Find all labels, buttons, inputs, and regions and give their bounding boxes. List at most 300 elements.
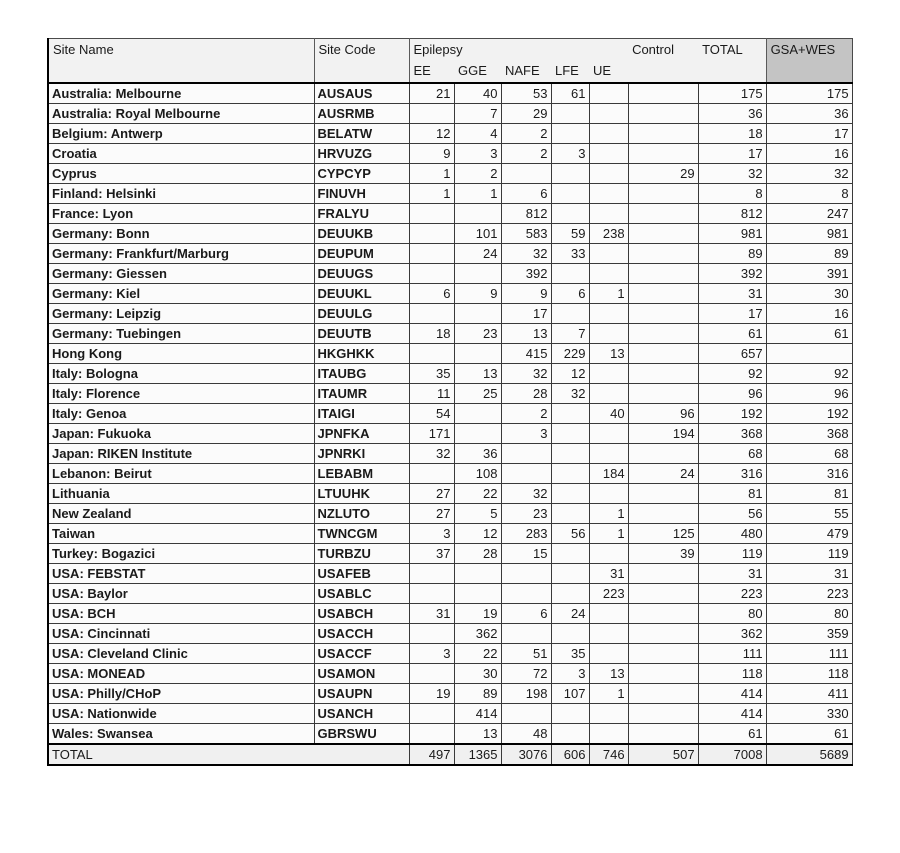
ue-cell: 238 [589, 224, 628, 244]
site-code-cell: ITAUMR [314, 384, 409, 404]
gge-cell: 7 [454, 104, 501, 124]
total-gsa-wes-cell: 5689 [766, 744, 852, 765]
ue-cell [589, 544, 628, 564]
ue-cell: 1 [589, 504, 628, 524]
gge-cell: 414 [454, 704, 501, 724]
nafe-cell: 51 [501, 644, 551, 664]
total-cell: 111 [698, 644, 766, 664]
lfe-cell: 35 [551, 644, 589, 664]
table-row [48, 104, 852, 124]
site-code-cell: DEUUTB [314, 324, 409, 344]
site-name-cell: Italy: Bologna [48, 364, 314, 384]
lfe-cell: 56 [551, 524, 589, 544]
gge-cell: 4 [454, 124, 501, 144]
total-cell: 80 [698, 604, 766, 624]
gsa-wes-cell: 391 [766, 264, 852, 284]
site-code-cell: USACCF [314, 644, 409, 664]
gsa-wes-cell: 479 [766, 524, 852, 544]
total-gge-cell: 1365 [454, 744, 501, 765]
total-cell: 414 [698, 704, 766, 724]
lfe-cell: 7 [551, 324, 589, 344]
site-code-cell: BELATW [314, 124, 409, 144]
site-name-cell: Germany: Frankfurt/Marburg [48, 244, 314, 264]
control-cell [628, 664, 698, 684]
total-cell: 316 [698, 464, 766, 484]
site-name-cell: Wales: Swansea [48, 724, 314, 745]
site-code-cell: DEUUGS [314, 264, 409, 284]
ue-cell: 31 [589, 564, 628, 584]
nafe-cell: 13 [501, 324, 551, 344]
table-row [48, 724, 852, 745]
site-name-cell: Hong Kong [48, 344, 314, 364]
lfe-cell: 59 [551, 224, 589, 244]
site-name-cell: Australia: Royal Melbourne [48, 104, 314, 124]
control-cell [628, 244, 698, 264]
gsa-wes-cell: 32 [766, 164, 852, 184]
gsa-wes-cell: 16 [766, 144, 852, 164]
lfe-cell: 229 [551, 344, 589, 364]
total-cell: 223 [698, 584, 766, 604]
total-cell: 118 [698, 664, 766, 684]
site-code-cell: USAUPN [314, 684, 409, 704]
gge-cell: 3 [454, 144, 501, 164]
gge-cell: 40 [454, 83, 501, 104]
site-name-cell: USA: Nationwide [48, 704, 314, 724]
control-cell [628, 584, 698, 604]
site-name-cell: Germany: Bonn [48, 224, 314, 244]
gge-cell: 28 [454, 544, 501, 564]
control-cell [628, 724, 698, 745]
site-code-cell: HRVUZG [314, 144, 409, 164]
total-cell: 92 [698, 364, 766, 384]
table-row [48, 664, 852, 684]
ee-cell: 3 [409, 524, 454, 544]
ee-cell: 19 [409, 684, 454, 704]
site-code-cell: USABLC [314, 584, 409, 604]
column-header-ue: UE [589, 63, 628, 83]
column-header-nafe: NAFE [501, 63, 551, 83]
lfe-cell [551, 204, 589, 224]
gge-cell: 101 [454, 224, 501, 244]
total-row-label: TOTAL [48, 744, 409, 765]
control-cell [628, 444, 698, 464]
ee-cell [409, 204, 454, 224]
ue-cell: 184 [589, 464, 628, 484]
site-name-cell: Italy: Florence [48, 384, 314, 404]
table-row [48, 384, 852, 404]
table-row [48, 144, 852, 164]
site-code-cell: USACCH [314, 624, 409, 644]
lfe-cell [551, 724, 589, 745]
ee-cell: 171 [409, 424, 454, 444]
gsa-wes-cell: 55 [766, 504, 852, 524]
nafe-cell: 32 [501, 364, 551, 384]
control-cell [628, 83, 698, 104]
nafe-cell: 2 [501, 404, 551, 424]
column-header-total: TOTAL [698, 39, 766, 84]
site-name-cell: USA: FEBSTAT [48, 564, 314, 584]
ee-cell: 27 [409, 504, 454, 524]
nafe-cell [501, 444, 551, 464]
table-row [48, 704, 852, 724]
ue-cell [589, 104, 628, 124]
site-code-cell: AUSAUS [314, 83, 409, 104]
ee-cell [409, 564, 454, 584]
gge-cell: 19 [454, 604, 501, 624]
nafe-cell: 6 [501, 604, 551, 624]
ue-cell [589, 184, 628, 204]
nafe-cell: 15 [501, 544, 551, 564]
gsa-wes-cell: 247 [766, 204, 852, 224]
site-code-cell: DEUUKL [314, 284, 409, 304]
nafe-cell: 23 [501, 504, 551, 524]
lfe-cell: 32 [551, 384, 589, 404]
total-ue-cell: 746 [589, 744, 628, 765]
ee-cell: 27 [409, 484, 454, 504]
table-row [48, 564, 852, 584]
gsa-wes-cell: 8 [766, 184, 852, 204]
nafe-cell: 72 [501, 664, 551, 684]
table-row [48, 404, 852, 424]
lfe-cell [551, 584, 589, 604]
ue-cell [589, 484, 628, 504]
gsa-wes-cell: 192 [766, 404, 852, 424]
table-row [48, 184, 852, 204]
ee-cell [409, 664, 454, 684]
nafe-cell: 32 [501, 244, 551, 264]
total-cell: 368 [698, 424, 766, 444]
gsa-wes-cell: 61 [766, 324, 852, 344]
gsa-wes-cell: 30 [766, 284, 852, 304]
table-row [48, 424, 852, 444]
table-header [48, 39, 852, 84]
site-code-cell: ITAIGI [314, 404, 409, 424]
table-row [48, 83, 852, 104]
lfe-cell: 12 [551, 364, 589, 384]
gge-cell: 25 [454, 384, 501, 404]
lfe-cell: 33 [551, 244, 589, 264]
gsa-wes-cell: 111 [766, 644, 852, 664]
control-cell [628, 624, 698, 644]
ee-cell: 54 [409, 404, 454, 424]
gsa-wes-cell: 36 [766, 104, 852, 124]
site-name-cell: Cyprus [48, 164, 314, 184]
gge-cell: 9 [454, 284, 501, 304]
table-row [48, 124, 852, 144]
gge-cell: 5 [454, 504, 501, 524]
ue-cell: 40 [589, 404, 628, 424]
nafe-cell: 812 [501, 204, 551, 224]
ee-cell: 32 [409, 444, 454, 464]
ue-cell [589, 364, 628, 384]
control-cell [628, 124, 698, 144]
nafe-cell: 583 [501, 224, 551, 244]
total-cell: 31 [698, 284, 766, 304]
ue-cell [589, 124, 628, 144]
lfe-cell [551, 464, 589, 484]
lfe-cell [551, 484, 589, 504]
site-name-cell: Belgium: Antwerp [48, 124, 314, 144]
site-name-cell: Croatia [48, 144, 314, 164]
site-code-cell: USABCH [314, 604, 409, 624]
lfe-cell [551, 624, 589, 644]
control-cell [628, 304, 698, 324]
gsa-wes-cell: 92 [766, 364, 852, 384]
control-cell: 194 [628, 424, 698, 444]
ee-cell [409, 304, 454, 324]
nafe-cell: 29 [501, 104, 551, 124]
total-cell: 61 [698, 324, 766, 344]
ee-cell [409, 624, 454, 644]
gge-cell: 89 [454, 684, 501, 704]
lfe-cell: 6 [551, 284, 589, 304]
gsa-wes-cell: 981 [766, 224, 852, 244]
total-cell: 61 [698, 724, 766, 745]
column-header-ee: EE [409, 63, 454, 83]
site-code-cell: AUSRMB [314, 104, 409, 124]
lfe-cell: 3 [551, 144, 589, 164]
gge-cell [454, 264, 501, 284]
total-cell: 89 [698, 244, 766, 264]
ee-cell [409, 704, 454, 724]
site-code-cell: LEBABM [314, 464, 409, 484]
gsa-wes-cell: 80 [766, 604, 852, 624]
control-cell [628, 344, 698, 364]
ee-cell [409, 724, 454, 745]
gge-cell [454, 584, 501, 604]
table-row [48, 164, 852, 184]
total-cell: 119 [698, 544, 766, 564]
lfe-cell [551, 424, 589, 444]
total-cell: 192 [698, 404, 766, 424]
nafe-cell: 2 [501, 144, 551, 164]
ue-cell [589, 204, 628, 224]
lfe-cell [551, 404, 589, 424]
ue-cell [589, 424, 628, 444]
ue-cell: 1 [589, 684, 628, 704]
site-code-cell: TURBZU [314, 544, 409, 564]
control-cell [628, 324, 698, 344]
lfe-cell: 24 [551, 604, 589, 624]
gge-cell: 13 [454, 364, 501, 384]
site-code-cell: GBRSWU [314, 724, 409, 745]
site-code-cell: USANCH [314, 704, 409, 724]
gsa-wes-cell: 119 [766, 544, 852, 564]
gge-cell [454, 424, 501, 444]
total-cell: 17 [698, 304, 766, 324]
total-cell: 981 [698, 224, 766, 244]
ue-cell [589, 604, 628, 624]
gsa-wes-cell: 89 [766, 244, 852, 264]
site-code-cell: HKGHKK [314, 344, 409, 364]
site-name-cell: Australia: Melbourne [48, 83, 314, 104]
ee-cell [409, 264, 454, 284]
lfe-cell [551, 304, 589, 324]
gsa-wes-cell: 31 [766, 564, 852, 584]
ue-cell: 1 [589, 284, 628, 304]
nafe-cell: 392 [501, 264, 551, 284]
site-code-cell: ITAUBG [314, 364, 409, 384]
site-name-cell: USA: BCH [48, 604, 314, 624]
ee-cell: 1 [409, 184, 454, 204]
ee-cell: 6 [409, 284, 454, 304]
gge-cell: 362 [454, 624, 501, 644]
lfe-cell [551, 264, 589, 284]
column-header-site-code: Site Code [314, 39, 409, 84]
table-row [48, 604, 852, 624]
nafe-cell: 48 [501, 724, 551, 745]
lfe-cell [551, 444, 589, 464]
ee-cell [409, 344, 454, 364]
lfe-cell [551, 104, 589, 124]
lfe-cell: 107 [551, 684, 589, 704]
site-code-cell: FRALYU [314, 204, 409, 224]
site-name-cell: Turkey: Bogazici [48, 544, 314, 564]
total-cell: 175 [698, 83, 766, 104]
table-row [48, 644, 852, 664]
nafe-cell: 2 [501, 124, 551, 144]
table-row [48, 304, 852, 324]
ee-cell [409, 584, 454, 604]
total-cell: 362 [698, 624, 766, 644]
control-cell [628, 144, 698, 164]
table-row [48, 224, 852, 244]
table-footer [48, 744, 852, 765]
total-cell: 31 [698, 564, 766, 584]
control-cell [628, 364, 698, 384]
control-cell [628, 184, 698, 204]
control-cell [628, 604, 698, 624]
table-row [48, 524, 852, 544]
gsa-wes-cell: 81 [766, 484, 852, 504]
gge-cell: 2 [454, 164, 501, 184]
table-row [48, 324, 852, 344]
site-code-cell: DEUPUM [314, 244, 409, 264]
nafe-cell: 3 [501, 424, 551, 444]
nafe-cell [501, 464, 551, 484]
site-name-cell: Lithuania [48, 484, 314, 504]
site-code-cell: CYPCYP [314, 164, 409, 184]
header-row-main [48, 39, 852, 64]
ue-cell [589, 324, 628, 344]
total-cell: 32 [698, 164, 766, 184]
control-cell [628, 504, 698, 524]
table-row [48, 264, 852, 284]
site-code-cell: DEUULG [314, 304, 409, 324]
ue-cell [589, 264, 628, 284]
ue-cell: 223 [589, 584, 628, 604]
site-code-cell: USAMON [314, 664, 409, 684]
lfe-cell [551, 504, 589, 524]
table-row [48, 344, 852, 364]
control-cell: 29 [628, 164, 698, 184]
site-name-cell: France: Lyon [48, 204, 314, 224]
column-header-control: Control [628, 39, 698, 84]
ee-cell: 9 [409, 144, 454, 164]
total-cell: 392 [698, 264, 766, 284]
gsa-wes-cell: 17 [766, 124, 852, 144]
ee-cell: 3 [409, 644, 454, 664]
lfe-cell: 3 [551, 664, 589, 684]
control-cell [628, 204, 698, 224]
control-cell [628, 704, 698, 724]
column-header-gsa-wes: GSA+WES [766, 39, 852, 84]
lfe-cell: 61 [551, 83, 589, 104]
total-row [48, 744, 852, 765]
gge-cell: 23 [454, 324, 501, 344]
site-code-cell: JPNFKA [314, 424, 409, 444]
gge-cell: 22 [454, 484, 501, 504]
total-lfe-cell: 606 [551, 744, 589, 765]
site-name-cell: Germany: Kiel [48, 284, 314, 304]
gsa-wes-cell: 175 [766, 83, 852, 104]
enrollment-table-container [47, 38, 851, 766]
total-cell: 17 [698, 144, 766, 164]
nafe-cell: 415 [501, 344, 551, 364]
column-header-gge: GGE [454, 63, 501, 83]
control-cell: 24 [628, 464, 698, 484]
total-nafe-cell: 3076 [501, 744, 551, 765]
site-name-cell: Japan: RIKEN Institute [48, 444, 314, 464]
site-enrollment-table [47, 38, 853, 766]
table-row [48, 544, 852, 564]
control-cell [628, 564, 698, 584]
gsa-wes-cell: 368 [766, 424, 852, 444]
gge-cell: 22 [454, 644, 501, 664]
table-body [48, 83, 852, 744]
ue-cell: 13 [589, 664, 628, 684]
gsa-wes-cell: 223 [766, 584, 852, 604]
site-code-cell: FINUVH [314, 184, 409, 204]
ee-cell [409, 224, 454, 244]
control-cell: 96 [628, 404, 698, 424]
site-name-cell: Germany: Leipzig [48, 304, 314, 324]
total-cell: 8 [698, 184, 766, 204]
ue-cell [589, 724, 628, 745]
gge-cell: 13 [454, 724, 501, 745]
gsa-wes-cell: 330 [766, 704, 852, 724]
control-cell [628, 644, 698, 664]
nafe-cell [501, 624, 551, 644]
nafe-cell: 17 [501, 304, 551, 324]
site-code-cell: LTUUHK [314, 484, 409, 504]
ee-cell: 1 [409, 164, 454, 184]
lfe-cell [551, 184, 589, 204]
control-cell [628, 684, 698, 704]
table-row [48, 464, 852, 484]
ee-cell: 12 [409, 124, 454, 144]
nafe-cell: 198 [501, 684, 551, 704]
lfe-cell [551, 564, 589, 584]
control-cell [628, 284, 698, 304]
total-cell: 36 [698, 104, 766, 124]
ee-cell: 37 [409, 544, 454, 564]
control-cell: 125 [628, 524, 698, 544]
gge-cell: 12 [454, 524, 501, 544]
gsa-wes-cell: 118 [766, 664, 852, 684]
table-row [48, 244, 852, 264]
gge-cell: 36 [454, 444, 501, 464]
table-row [48, 624, 852, 644]
table-row [48, 584, 852, 604]
nafe-cell: 53 [501, 83, 551, 104]
ee-cell: 35 [409, 364, 454, 384]
table-row [48, 444, 852, 464]
ue-cell [589, 384, 628, 404]
nafe-cell [501, 564, 551, 584]
site-code-cell: TWNCGM [314, 524, 409, 544]
gge-cell: 108 [454, 464, 501, 484]
